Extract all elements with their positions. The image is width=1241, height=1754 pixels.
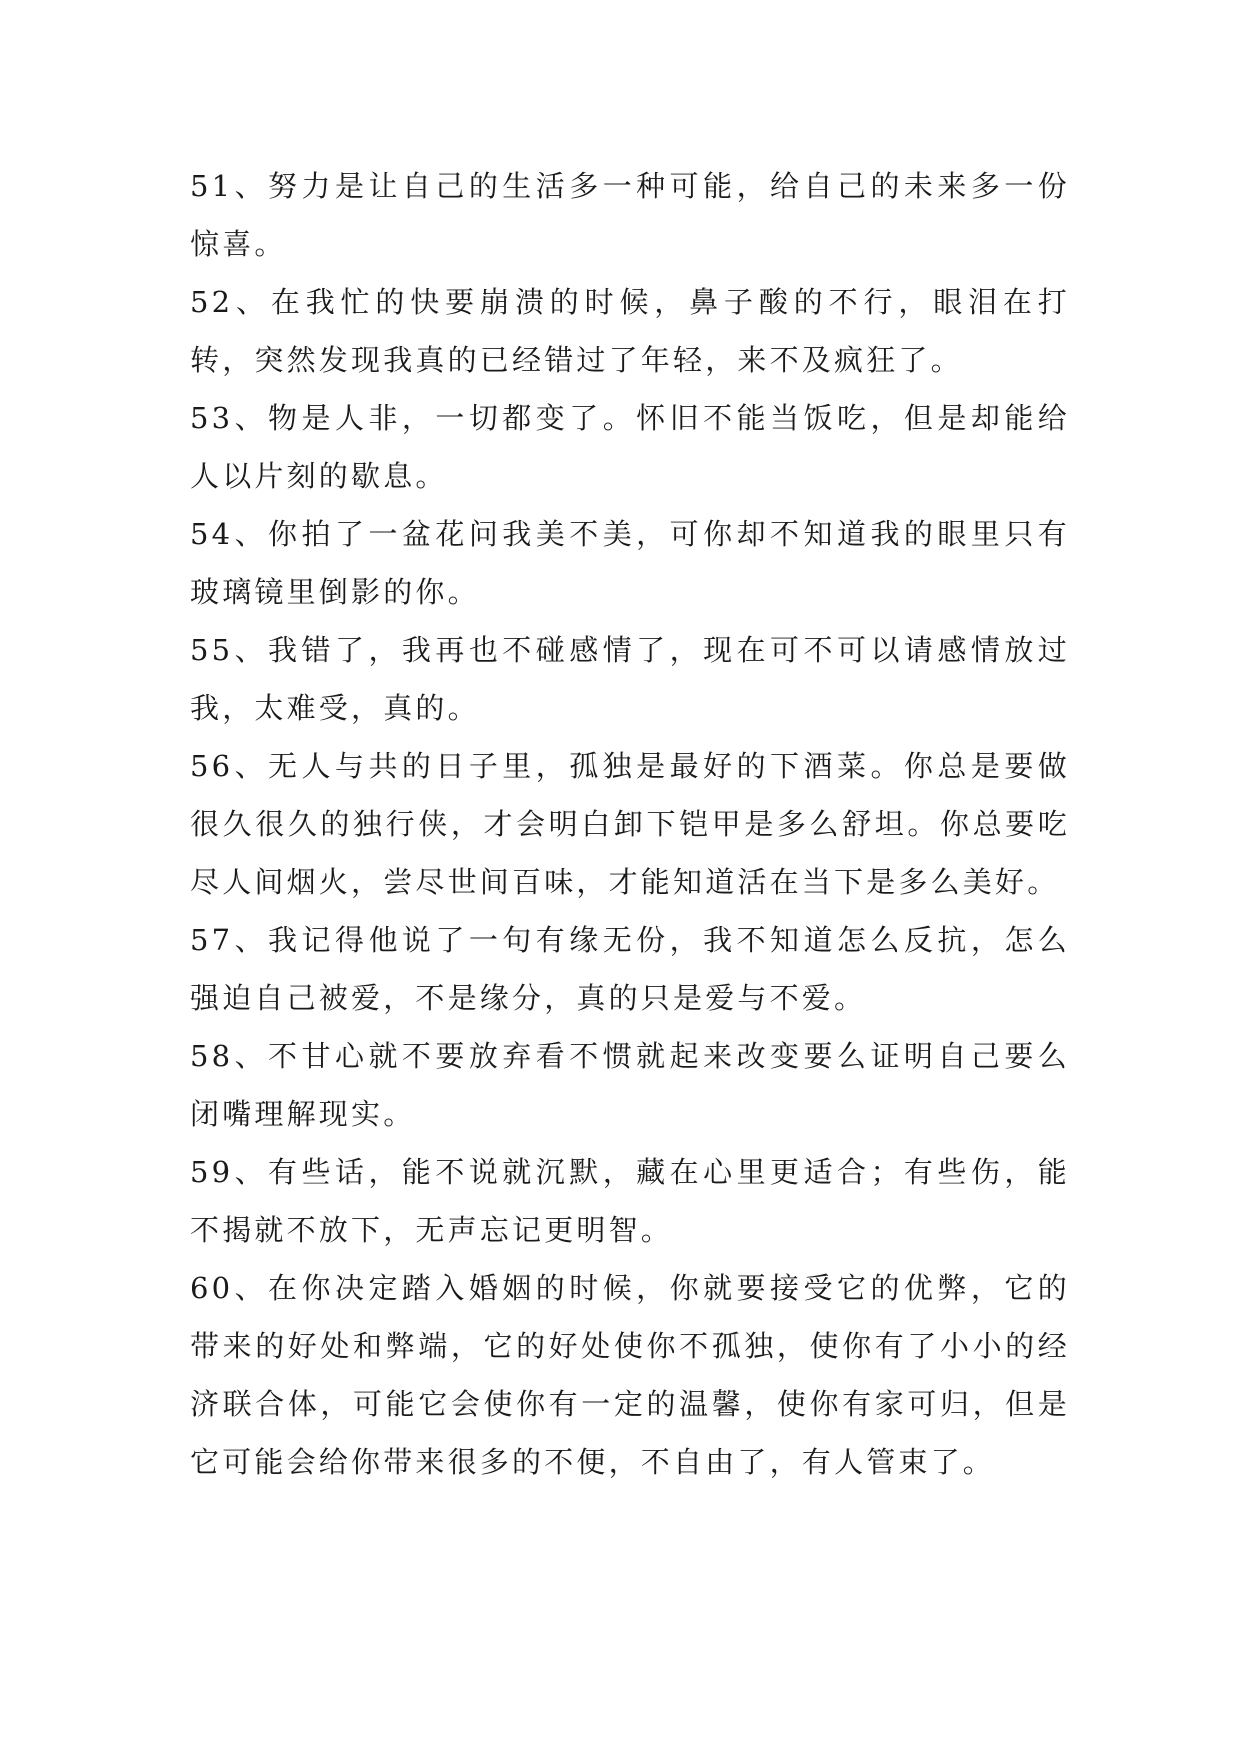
quote-entry-53: 53、物是人非，一切都变了。怀旧不能当饭吃，但是却能给人以片刻的歇息。 [190, 401, 1070, 493]
quote-entry-56: 56、无人与共的日子里，孤独是最好的下酒菜。你总是要做很久很久的独行侠，才会明白卸下铠甲是多么舒坦。你总要吃尽人间烟火，尝尽世间百味，才能知道活在当下是多么美好。 [190, 749, 1070, 899]
document-body [190, 157, 1070, 1491]
quote-entry-55: 55、我错了，我再也不碰感情了，现在可不可以请感情放过我，太难受，真的。 [190, 633, 1070, 725]
quote-entry-59: 59、有些话，能不说就沉默，藏在心里更适合；有些伤，能不揭就不放下，无声忘记更明智。 [190, 1155, 1070, 1247]
quote-entry-54: 54、你拍了一盆花问我美不美，可你却不知道我的眼里只有玻璃镜里倒影的你。 [190, 517, 1070, 609]
quote-entry-51: 51、努力是让自己的生活多一种可能，给自己的未来多一份惊喜。 [190, 169, 1070, 261]
quote-entry-60: 60、在你决定踏入婚姻的时候，你就要接受它的优弊，它的带来的好处和弊端，它的好处使你不孤独，使你有了小小的经济联合体，可能它会使你有一定的温馨，使你有家可归，但是它可能会给你带来很多的不便，不自由了，有人管束了。 [190, 1271, 1070, 1479]
quote-entry-57: 57、我记得他说了一句有缘无份，我不知道怎么反抗，怎么强迫自己被爱，不是缘分，真的只是爱与不爱。 [190, 923, 1070, 1015]
quote-entry-52: 52、在我忙的快要崩溃的时候，鼻子酸的不行，眼泪在打转，突然发现我真的已经错过了年轻，来不及疯狂了。 [190, 285, 1070, 377]
quote-entry-58: 58、不甘心就不要放弃看不惯就起来改变要么证明自己要么闭嘴理解现实。 [190, 1039, 1070, 1131]
